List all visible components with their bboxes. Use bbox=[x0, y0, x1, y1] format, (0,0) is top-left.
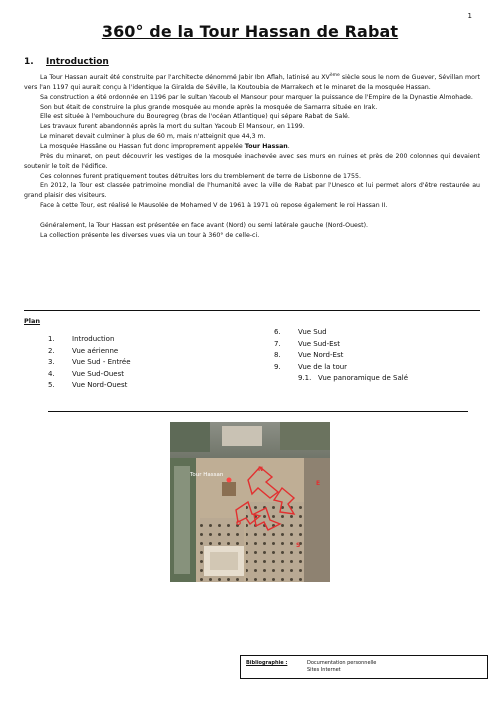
intro-text-span: siècle sous le nom de Guever, Sévillan mort vers l'an 1197 qui aurait conçu à l'identique la Giralda de Séville, la Koutoubia de Marrakech et le minaret de la mosquée Hassan. bbox=[24, 74, 480, 91]
plan-item[interactable] bbox=[274, 350, 408, 362]
intro-paragraph: Généralement, la Tour Hassan est présentée en face avant (Nord) ou semi latérale gauche (Nord-Ouest). bbox=[40, 221, 369, 229]
intro-paragraph: Son but était de construire la plus grande mosquée au monde après la mosquée de Samarra située en Irak. bbox=[40, 103, 378, 111]
bibliography-values bbox=[307, 660, 376, 674]
bibliography-label: Bibliographie : bbox=[246, 660, 288, 666]
plan-item[interactable] bbox=[274, 339, 408, 351]
plan-item[interactable] bbox=[48, 369, 131, 381]
plan-list-right bbox=[274, 327, 408, 385]
section-number: 1. bbox=[24, 57, 34, 67]
plan-item[interactable] bbox=[48, 380, 131, 392]
plan-item-label: Vue Nord-Ouest bbox=[72, 381, 128, 389]
page-title: 360° de la Tour Hassan de Rabat bbox=[101, 22, 399, 41]
tour-hassan-bold: Tour Hassan bbox=[244, 142, 288, 150]
plan-item-label: Vue Sud-Ouest bbox=[72, 369, 124, 378]
intro-text-span: . bbox=[287, 142, 290, 150]
plan-item-number: 3. bbox=[48, 358, 55, 366]
intro-paragraph: Le minaret devait culminer à plus de 60 m, mais n'atteignit que 44,3 m. bbox=[40, 133, 266, 141]
plan-item[interactable] bbox=[274, 327, 408, 339]
plan-item-number: 9.1. bbox=[298, 374, 312, 382]
intro-paragraph: En 2012, la Tour est classée patrimoine mondial de l'humanité avec la ville de Rabat par l'Unesco et lui permet alors d'être restaurée au grand plaisir des visiteurs. bbox=[24, 182, 480, 200]
plan-item[interactable] bbox=[48, 334, 131, 346]
compass-s: S bbox=[296, 542, 301, 549]
plan-item-number: 8. bbox=[274, 351, 281, 359]
plan-item-number: 7. bbox=[274, 339, 281, 348]
plan-item[interactable] bbox=[48, 346, 131, 358]
plan-item-label: Vue Sud - Entrée bbox=[72, 358, 131, 366]
map-place-label: Tour Hassan bbox=[190, 472, 224, 478]
intro-text bbox=[24, 71, 480, 240]
compass-o: O bbox=[236, 520, 242, 527]
plan-item-number: 2. bbox=[48, 346, 55, 355]
superscript: ème bbox=[329, 73, 340, 78]
view-arrows bbox=[170, 422, 330, 582]
intro-paragraph: Les travaux furent abandonnés après la mort du sultan Yacoub El Mansour, en 1199. bbox=[40, 123, 305, 131]
intro-paragraph: Ces colonnes furent pratiquement toutes détruites lors du tremblement de terre de Lisbonne de 1755. bbox=[40, 172, 361, 180]
intro-paragraph: La collection présente les diverses vues via un tour à 360° de celle-ci. bbox=[40, 231, 260, 239]
plan-subitem[interactable] bbox=[274, 373, 408, 385]
aerial-map bbox=[170, 422, 330, 582]
arrow-south bbox=[254, 508, 280, 530]
plan-item[interactable] bbox=[274, 362, 408, 374]
bibliography-line: Sites Internet bbox=[307, 667, 341, 673]
plan-item-label: Vue Sud bbox=[298, 328, 327, 336]
plan-item-label: Introduction bbox=[72, 335, 115, 343]
section-heading bbox=[24, 57, 109, 67]
plan-item-label: Vue aérienne bbox=[72, 346, 119, 355]
arrow-overlay bbox=[236, 467, 294, 530]
plan-item-number: 9. bbox=[274, 362, 281, 371]
compass-n: N bbox=[258, 466, 264, 473]
plan-item-label: Vue de la tour bbox=[298, 362, 348, 371]
page-number: 1 bbox=[467, 12, 472, 20]
intro-paragraph bbox=[24, 142, 480, 152]
intro-paragraph: Près du minaret, on peut découvrir les vestiges de la mosquée inachevée avec ses murs en ruines et près de 200 colonnes qui devaient soutenir le toit de l'édifice. bbox=[24, 152, 480, 170]
plan-item-label: Vue Sud-Est bbox=[298, 339, 340, 348]
intro-text-span: La Tour Hassan aurait été construite par l'architecte dénommé Jabir Ibn Aflah, latinisé au XV bbox=[40, 74, 330, 82]
section-title: Introduction bbox=[46, 57, 109, 67]
intro-paragraph: Elle est située à l'embouchure du Bouregreg (bras de l'océan Atlantique) qui sépare Rabat de Salé. bbox=[40, 113, 350, 121]
intro-paragraph: Sa construction a été ordonnée en 1196 par le sultan Yacoub el Mansour pour marquer la puissance de l'Empire de la Dynastie Almohade. bbox=[40, 93, 473, 101]
plan-item-number: 4. bbox=[48, 369, 55, 378]
plan-item-label: Vue panoramique de Salé bbox=[318, 374, 409, 382]
plan-item-number: 6. bbox=[274, 328, 281, 336]
divider bbox=[48, 411, 468, 412]
plan-item-number: 1. bbox=[48, 335, 55, 343]
bibliography-box bbox=[240, 655, 488, 679]
intro-paragraph: Face à cette Tour, est réalisé le Mausolée de Mohamed V de 1961 à 1971 où repose également le roi Hassan II. bbox=[40, 202, 388, 210]
intro-text-span: La mosquée Hassâne ou Hassan fut donc improprement appelée bbox=[40, 142, 245, 150]
plan-list-left bbox=[48, 334, 131, 392]
plan-item[interactable] bbox=[48, 357, 131, 369]
bibliography-line: Documentation personnelle bbox=[307, 660, 377, 666]
plan-item-number: 5. bbox=[48, 381, 55, 389]
intro-paragraph bbox=[24, 71, 480, 93]
plan-item-label: Vue Nord-Est bbox=[298, 351, 344, 359]
divider bbox=[24, 310, 480, 311]
compass-e: E bbox=[316, 480, 321, 487]
plan-heading: Plan bbox=[24, 317, 41, 325]
